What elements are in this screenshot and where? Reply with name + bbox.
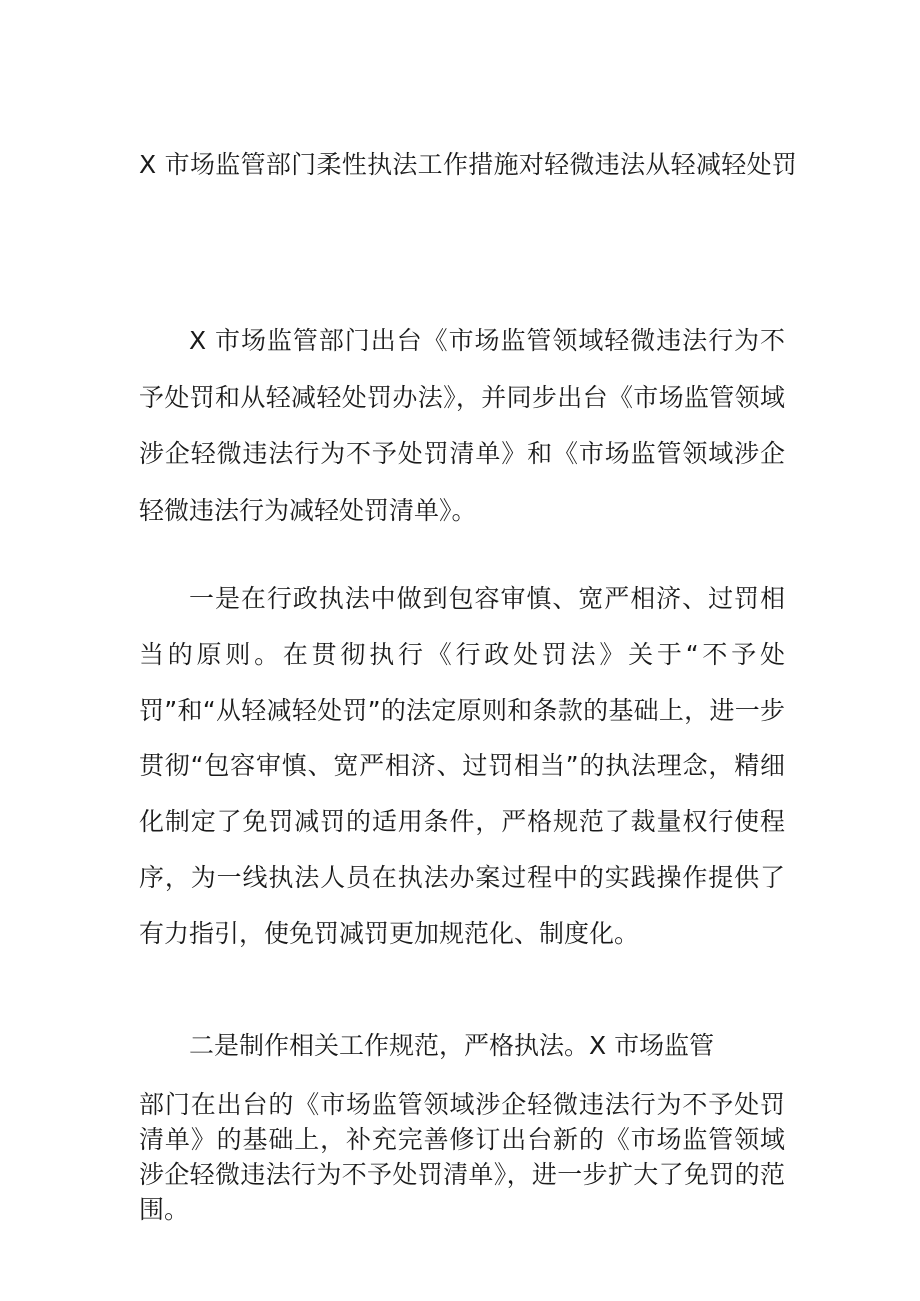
paragraph-measure-one: 一是在行政执法中做到包容审慎、宽严相济、过罚相当的原则。在贯彻执行《行政处罚法》关于“不予处罚”和“从轻减轻处罚”的法定原则和条款的基础上，进一步贯彻“包容审慎、宽严相济、过罚相当”的执法理念，精细化制定了免罚减罚的适用条件，严格规范了裁量权行使程序，为一线执法人员在执法办案过程中的实践操作提供了有力指引，使免罚减罚更加规范化、制度化。 bbox=[139, 584, 785, 948]
paragraph-intro: X 市场监管部门出台《市场监管领域轻微违法行为不予处罚和从轻减轻处罚办法》，并同步出台《市场监管领域涉企轻微违法行为不予处罚清单》和《市场监管领域涉企轻微违法行为减轻处罚清单》。 bbox=[139, 326, 785, 525]
paragraph-measure-two-lead: 二是制作相关工作规范，严格执法。X 市场监管 bbox=[189, 1031, 715, 1060]
document-title: X 市场监管部门柔性执法工作措施对轻微违法从轻减轻处罚 bbox=[139, 150, 798, 179]
paragraph-measure-two-body: 部门在出台的《市场监管领域涉企轻微违法行为不予处罚清单》的基础上，补充完善修订出台新的《市场监管领域涉企轻微违法行为不予处罚清单》，进一步扩大了免罚的范围。 bbox=[139, 1090, 785, 1224]
